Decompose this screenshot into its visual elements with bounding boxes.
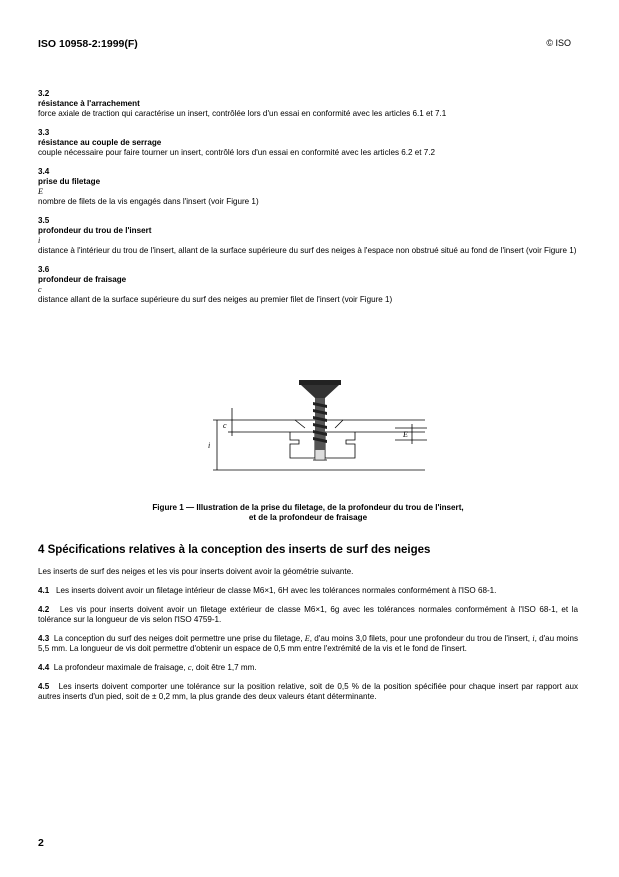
insert-diagram [195, 378, 435, 478]
term-3-2 [38, 89, 578, 119]
term-3-4 [38, 167, 578, 207]
clause-number: 4.3 [38, 634, 50, 643]
clause-number: 4.5 [38, 682, 50, 691]
label-e: E [403, 430, 408, 439]
term-3-6 [38, 265, 578, 305]
term-name: résistance au couple de serrage [38, 138, 162, 147]
term-definition: nombre de filets de la vis engagés dans l'insert (voir Figure 1) [38, 197, 259, 206]
screw-countersink-head [301, 385, 339, 398]
term-name: profondeur de fraisage [38, 275, 127, 284]
section-4-title: 4 Spécifications relatives à la conception des inserts de surf des neiges [38, 544, 431, 556]
clause-text-part: La profondeur maximale de fraisage, [53, 663, 188, 672]
clause-text: Les vis pour inserts doivent avoir un filetage extérieur de classe M6×1, 6g avec les tolérances normales conformément à l'ISO 68-1, et la tolérance sur la longueur de vis selon l'ISO 4759-1. [38, 605, 578, 624]
clause-text-part: , d'au moins 5,5 mm. La longueur de vis doit permettre d'obtenir un espace de 0,5 mm entre l'extrémité de la vis et le fond de l'insert. [38, 634, 579, 653]
term-definition: distance à l'intérieur du trou de l'insert, allant de la surface supérieure du surf des neiges à l'espace non obstrué situé au fond de l'insert (voir Figure 1) [38, 246, 577, 255]
clause-number: 4.4 [38, 663, 50, 672]
term-symbol: c [38, 285, 42, 294]
clause-4-2 [38, 605, 578, 625]
countersink-left [295, 420, 305, 428]
insert-left-outline [290, 432, 315, 458]
document-id: ISO 10958-2:1999(F) [38, 38, 138, 50]
symbol-e: E [304, 634, 310, 643]
clause-number: 4.2 [38, 605, 50, 614]
countersink-right [335, 420, 343, 428]
caption-line-2: et de la profondeur de fraisage [248, 513, 368, 522]
term-number: 3.6 [38, 265, 50, 274]
screw-head [299, 380, 341, 385]
clause-4-3 [38, 634, 578, 654]
section-4 [38, 545, 578, 711]
copyright-notice: © ISO [546, 38, 571, 48]
term-definition: distance allant de la surface supérieure du surf des neiges au premier filet de l'insert (voir Figure 1) [38, 295, 393, 304]
insert-right-outline [325, 432, 355, 458]
figure-caption [38, 503, 578, 523]
page-number: 2 [38, 837, 44, 849]
label-c: c [223, 421, 227, 430]
caption-line-1: Figure 1 — Illustration de la prise du filetage, de la profondeur du trou de l'insert, [152, 503, 464, 512]
term-definition: force axiale de traction qui caractérise un insert, contrôlée lors d'un essai en conformité avec les articles 6.1 et 7.1 [38, 109, 447, 118]
term-name: résistance à l'arrachement [38, 99, 140, 108]
clause-number: 4.1 [38, 586, 50, 595]
clause-text: Les inserts doivent avoir un filetage intérieur de classe M6×1, 6H avec les tolérances normales conformément à l'ISO 68-1. [56, 586, 497, 595]
term-definition: couple nécessaire pour faire tourner un insert, contrôlé lors d'un essai en conformité avec les articles 6.2 et 7.2 [38, 148, 436, 157]
label-i: i [208, 441, 211, 450]
term-3-5 [38, 216, 578, 256]
clause-text-part: La conception du surf des neiges doit permettre une prise du filetage, [53, 634, 305, 643]
terms-section [38, 89, 578, 314]
term-name: profondeur du trou de l'insert [38, 226, 152, 235]
screw [299, 380, 341, 450]
term-3-3 [38, 128, 578, 158]
clause-text-part: , d'au moins 3,0 filets, pour une profondeur du trou de l'insert, [309, 634, 533, 643]
term-number: 3.3 [38, 128, 50, 137]
clause-4-4 [38, 663, 578, 673]
clause-4-1 [38, 586, 578, 596]
term-number: 3.2 [38, 89, 50, 98]
term-number: 3.4 [38, 167, 50, 176]
section-4-intro: Les inserts de surf des neiges et les vis pour inserts doivent avoir la géométrie suivante. [38, 567, 354, 576]
term-symbol: i [38, 236, 41, 245]
term-symbol: E [38, 187, 43, 196]
clause-4-5 [38, 682, 578, 702]
term-number: 3.5 [38, 216, 50, 225]
symbol-c: c [187, 663, 192, 672]
clause-text: Les inserts doivent comporter une tolérance sur la position relative, soit de 0,5 % de la position spécifiée pour chaque insert par rapport aux autres inserts d'un pied, soit de ± 0,2 mm, la plus grande des deux valeurs étant déterminante. [38, 682, 578, 701]
clause-text-part: , doit être 1,7 mm. [191, 663, 257, 672]
symbol-i: i [532, 634, 535, 643]
term-name: prise du filetage [38, 177, 101, 186]
